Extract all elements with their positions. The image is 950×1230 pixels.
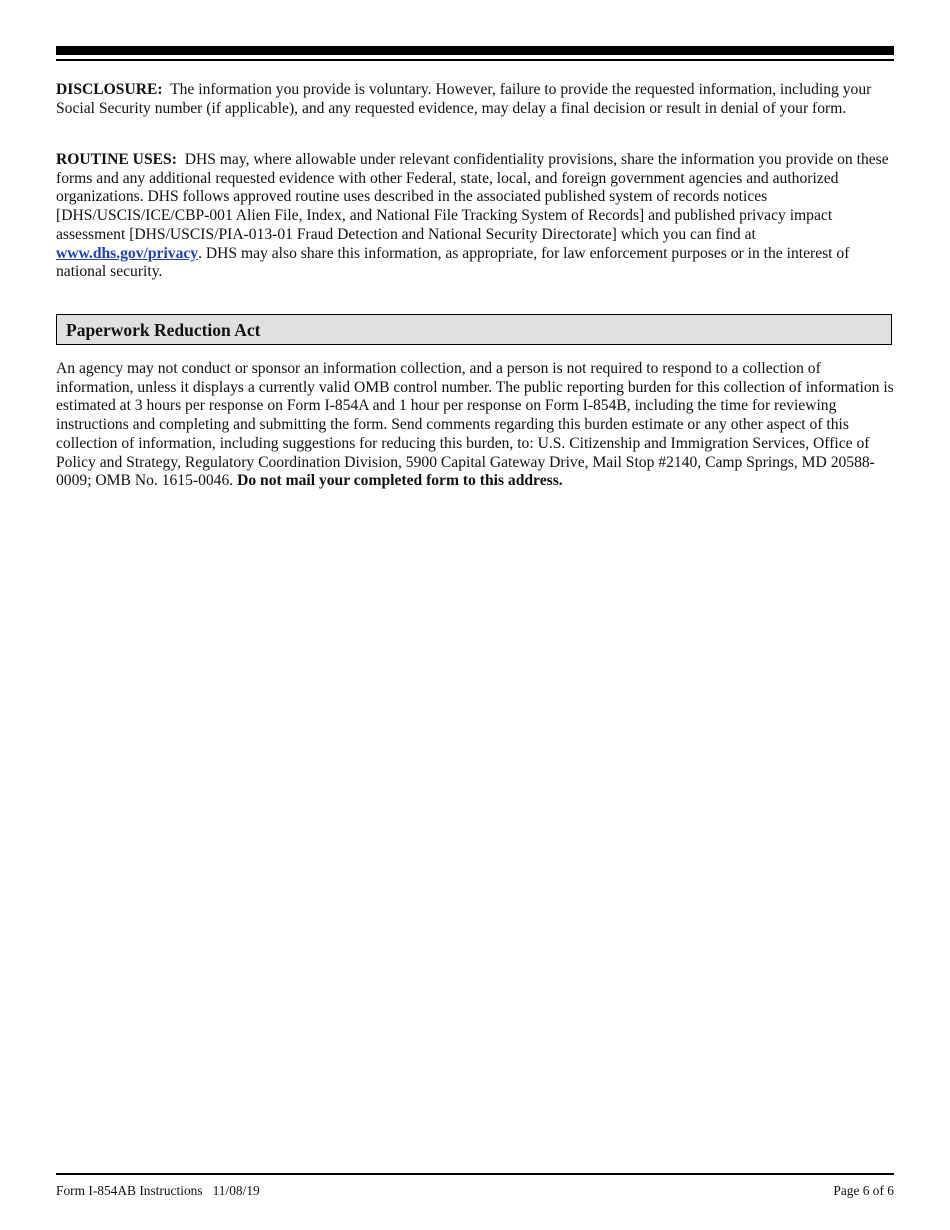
section-title: Paperwork Reduction Act (66, 320, 261, 340)
disclosure-text: The information you provide is voluntary. However, failure to provide the requested information, including your Social Security number (if applicable), and any requested evidence, may delay a final decision or result in denial of your form. (56, 81, 872, 117)
routine-uses-paragraph (56, 151, 896, 282)
paperwork-paragraph (56, 360, 896, 491)
disclosure-label: DISCLOSURE: (56, 81, 163, 98)
paperwork-section-header (56, 314, 892, 345)
routine-uses-text-end: . DHS may also share this information, as appropriate, for law enforcement purposes or in the interest of national security. (56, 244, 850, 281)
footer-rule (56, 1173, 894, 1175)
footer-form-name: Form I-854AB Instructions 11/08/19 (56, 1183, 260, 1198)
routine-uses-text: DHS may, where allowable under relevant confidentiality provisions, share the information you provide on these forms and any additional requested evidence with other Federal, state, local, and foreign government agencies and authorized organizations. DHS follows approved routine uses described in the associated published system of records notices [DHS/USCIS/ICE/CBP-001 Alien File, Index, and National File Tracking System of Records] and published privacy impact assessment [DHS/USCIS/PIA-013-01 Fraud Detection and National Security Directorate] which you can find at (56, 151, 889, 243)
privacy-link[interactable]: www.dhs.gov/privacy (56, 244, 199, 262)
header-rule-thick (56, 46, 894, 55)
disclosure-paragraph (56, 81, 896, 118)
footer-page-number: Page 6 of 6 (833, 1183, 894, 1198)
header-rule-thin (56, 59, 894, 61)
paperwork-text: An agency may not conduct or sponsor an information collection, and a person is not required to respond to a collection of information, unless it displays a currently valid OMB control number. The public reporting burden for this collection of information is estimated at 3 hours per response on Form I-854A and 1 hour per response on Form I-854B, including the time for reviewing instructions and completing and submitting the form. Send comments regarding this burden estimate or any other aspect of this collection of information, including suggestions for reducing this burden, to: U.S. Citizenship and Immigration Services, Office of Policy and Strategy, Regulatory Coordination Division, 5900 Capital Gateway Drive, Mail Stop #2140, Camp Springs, MD 20588-0009; OMB No. 1615-0046. (56, 360, 894, 490)
routine-uses-label: ROUTINE USES: (56, 151, 177, 168)
paperwork-warning: Do not mail your completed form to this address. (237, 472, 563, 490)
